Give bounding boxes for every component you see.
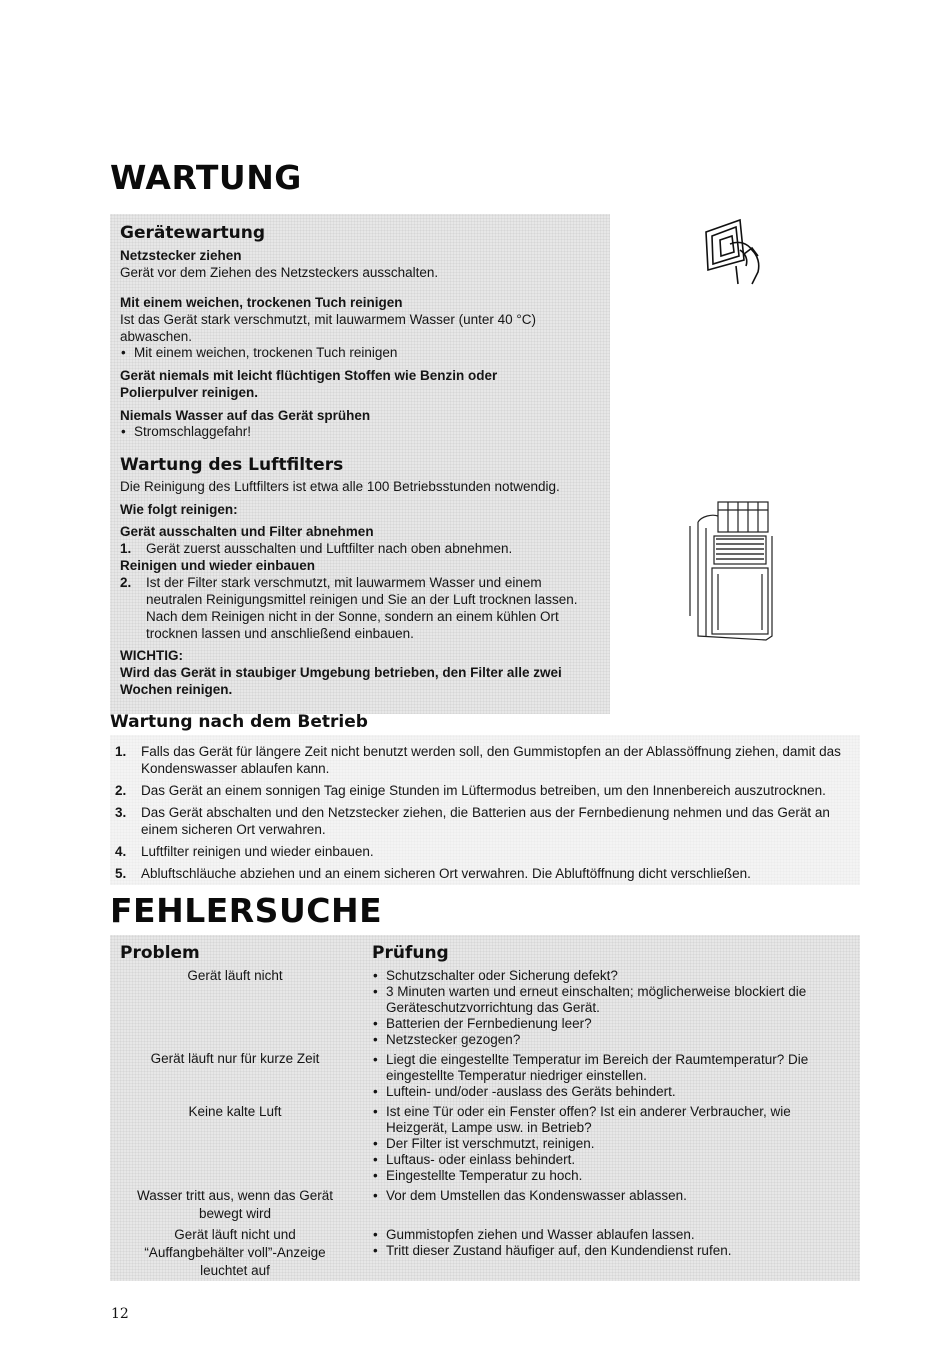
check-1-4: • Netzstecker gezogen?	[372, 1032, 842, 1048]
tuch-text: Ist das Gerät stark verschmutzt, mit lauwarmem Wasser (unter 40 °C) abwaschen.	[120, 312, 537, 344]
nach-betrieb-item-3	[115, 804, 860, 838]
wasser-bullets	[120, 424, 600, 440]
netzstecker-heading: Netzstecker ziehen	[120, 248, 242, 263]
fehlersuche-title: FEHLERSUCHE	[110, 891, 383, 930]
luftfilter-intro: Die Reinigung des Luftfilters ist etwa alle 100 Betriebsstunden notwendig.	[120, 479, 560, 494]
step1-item	[120, 540, 605, 557]
step2-heading: Reinigen und wieder einbauen	[120, 558, 316, 573]
check-5-1: • Gummistopfen ziehen und Wasser ablaufen lassen.	[372, 1227, 842, 1243]
step2-list	[120, 574, 595, 642]
check-2-1: • Liegt die eingestellte Temperatur im Bereich der Raumtemperatur? Die eingestellte Temperatur niedriger einstellen.	[372, 1052, 842, 1084]
checks-1	[372, 968, 842, 1048]
step1-list	[120, 540, 605, 557]
check-4-1: • Vor dem Umstellen das Kondenswasser ablassen.	[372, 1188, 842, 1204]
step1-heading: Gerät ausschalten und Filter abnehmen	[120, 524, 374, 539]
checks-2	[372, 1052, 842, 1100]
check-2-2: • Luftein- und/oder -auslass des Geräts behindert.	[372, 1084, 842, 1100]
nach-betrieb-num-4: 4.	[115, 844, 127, 859]
check-3-1: • Ist eine Tür oder ein Fenster offen? Ist ein anderer Verbraucher, wie Heizgerät, Lampe usw. in Betrieb?	[372, 1104, 842, 1136]
nach-betrieb-text-1: Falls das Gerät für längere Zeit nicht benutzt werden soll, den Gummistopfen an der Ablassöffnung ziehen, damit das Kondenswasser ablaufen kann.	[141, 744, 841, 776]
check-3-3: • Luftaus- oder einlass behindert.	[372, 1152, 842, 1168]
wie-heading: Wie folgt reinigen:	[120, 502, 238, 517]
checks-4	[372, 1188, 842, 1204]
wichtig-text: Wird das Gerät in staubiger Umgebung betrieben, den Filter alle zwei Wochen reinigen.	[120, 665, 562, 697]
nach-betrieb-item-4	[115, 843, 860, 860]
step2-num: 2.	[120, 575, 132, 590]
problem-2: Gerät läuft nur für kurze Zeit	[150, 1051, 320, 1066]
check-5-2: • Tritt dieser Zustand häufiger auf, den Kundendienst rufen.	[372, 1243, 842, 1259]
col-pruefung-heading: Prüfung	[372, 943, 449, 963]
niemals-stoffe: Gerät niemals mit leicht flüchtigen Stoffen wie Benzin oder Polierpulver reinigen.	[120, 368, 498, 400]
nach-betrieb-text-5: Abluftschläuche abziehen und an einem sicheren Ort verwahren. Die Abluftöffnung dicht verschließen.	[141, 866, 751, 881]
wasser-heading: Niemals Wasser auf das Gerät sprühen	[120, 408, 371, 423]
nach-betrieb-num-3: 3.	[115, 805, 127, 820]
problem-3: Keine kalte Luft	[188, 1104, 282, 1119]
problem-5: Gerät läuft nicht und “Auffangbehälter voll”-Anzeige leuchtet auf	[144, 1227, 326, 1278]
check-3-4: • Eingestellte Temperatur zu hoch.	[372, 1168, 842, 1184]
checks-3	[372, 1104, 842, 1184]
geraetewartung-section	[120, 222, 600, 440]
nach-betrieb-num-2: 2.	[115, 783, 127, 798]
page-number: 12	[111, 1306, 129, 1322]
wartung-title: WARTUNG	[110, 158, 302, 197]
geraetewartung-heading: Gerätewartung	[120, 223, 266, 243]
nach-betrieb-text-3: Das Gerät abschalten und den Netzstecker ziehen, die Batterien aus der Fernbedienung nehmen und das Gerät an einem sicheren Ort verwahren.	[141, 805, 830, 837]
nach-betrieb-heading: Wartung nach dem Betrieb	[110, 712, 368, 732]
nach-betrieb-item-2	[115, 782, 860, 799]
unplug-illustration	[700, 214, 778, 288]
checks-5	[372, 1227, 842, 1259]
tuch-bullets	[120, 345, 600, 361]
check-3-2: • Der Filter ist verschmutzt, reinigen.	[372, 1136, 842, 1152]
filter-removal-illustration	[682, 496, 784, 644]
problem-1: Gerät läuft nicht	[187, 968, 283, 983]
check-1-2: • 3 Minuten warten und erneut einschalten; möglicherweise blockiert die Geräteschutzvorrichtung das Gerät.	[372, 984, 842, 1016]
tuch-heading: Mit einem weichen, trockenen Tuch reinigen	[120, 295, 403, 310]
nach-betrieb-text-4: Luftfilter reinigen und wieder einbauen.	[141, 844, 374, 859]
nach-betrieb-list	[115, 743, 860, 882]
check-1-3: • Batterien der Fernbedienung leer?	[372, 1016, 842, 1032]
nach-betrieb-num-5: 5.	[115, 866, 127, 881]
step1-text: Gerät zuerst ausschalten und Luftfilter nach oben abnehmen.	[146, 541, 513, 556]
nach-betrieb-item-5	[115, 865, 860, 882]
col-problem-heading: Problem	[120, 943, 200, 963]
netzstecker-text: Gerät vor dem Ziehen des Netzsteckers ausschalten.	[120, 265, 439, 280]
check-1-1: • Schutzschalter oder Sicherung defekt?	[372, 968, 842, 984]
step2-text: Ist der Filter stark verschmutzt, mit lauwarmem Wasser und einem neutralen Reinigungsmittel reinigen und Sie an der Luft trocknen lassen. Nach dem Reinigen nicht in der Sonne, sondern an einem kühlen Ort trocknen lassen und anschließend einbauen.	[146, 575, 578, 641]
step1-num: 1.	[120, 541, 132, 556]
luftfilter-section	[120, 454, 605, 698]
step2-item	[120, 574, 595, 642]
luftfilter-heading: Wartung des Luftfilters	[120, 455, 344, 475]
problem-4: Wasser tritt aus, wenn das Gerät bewegt wird	[136, 1188, 334, 1221]
nach-betrieb-text-2: Das Gerät an einem sonnigen Tag einige Stunden im Lüftermodus betreiben, um den Innenbereich auszutrocknen.	[141, 783, 826, 798]
tuch-bullet: • Mit einem weichen, trockenen Tuch reinigen	[120, 345, 600, 361]
nach-betrieb-item-1	[115, 743, 860, 777]
nach-betrieb-num-1: 1.	[115, 744, 127, 759]
wasser-bullet: • Stromschlaggefahr!	[120, 424, 600, 440]
wichtig-heading: WICHTIG:	[120, 648, 183, 663]
